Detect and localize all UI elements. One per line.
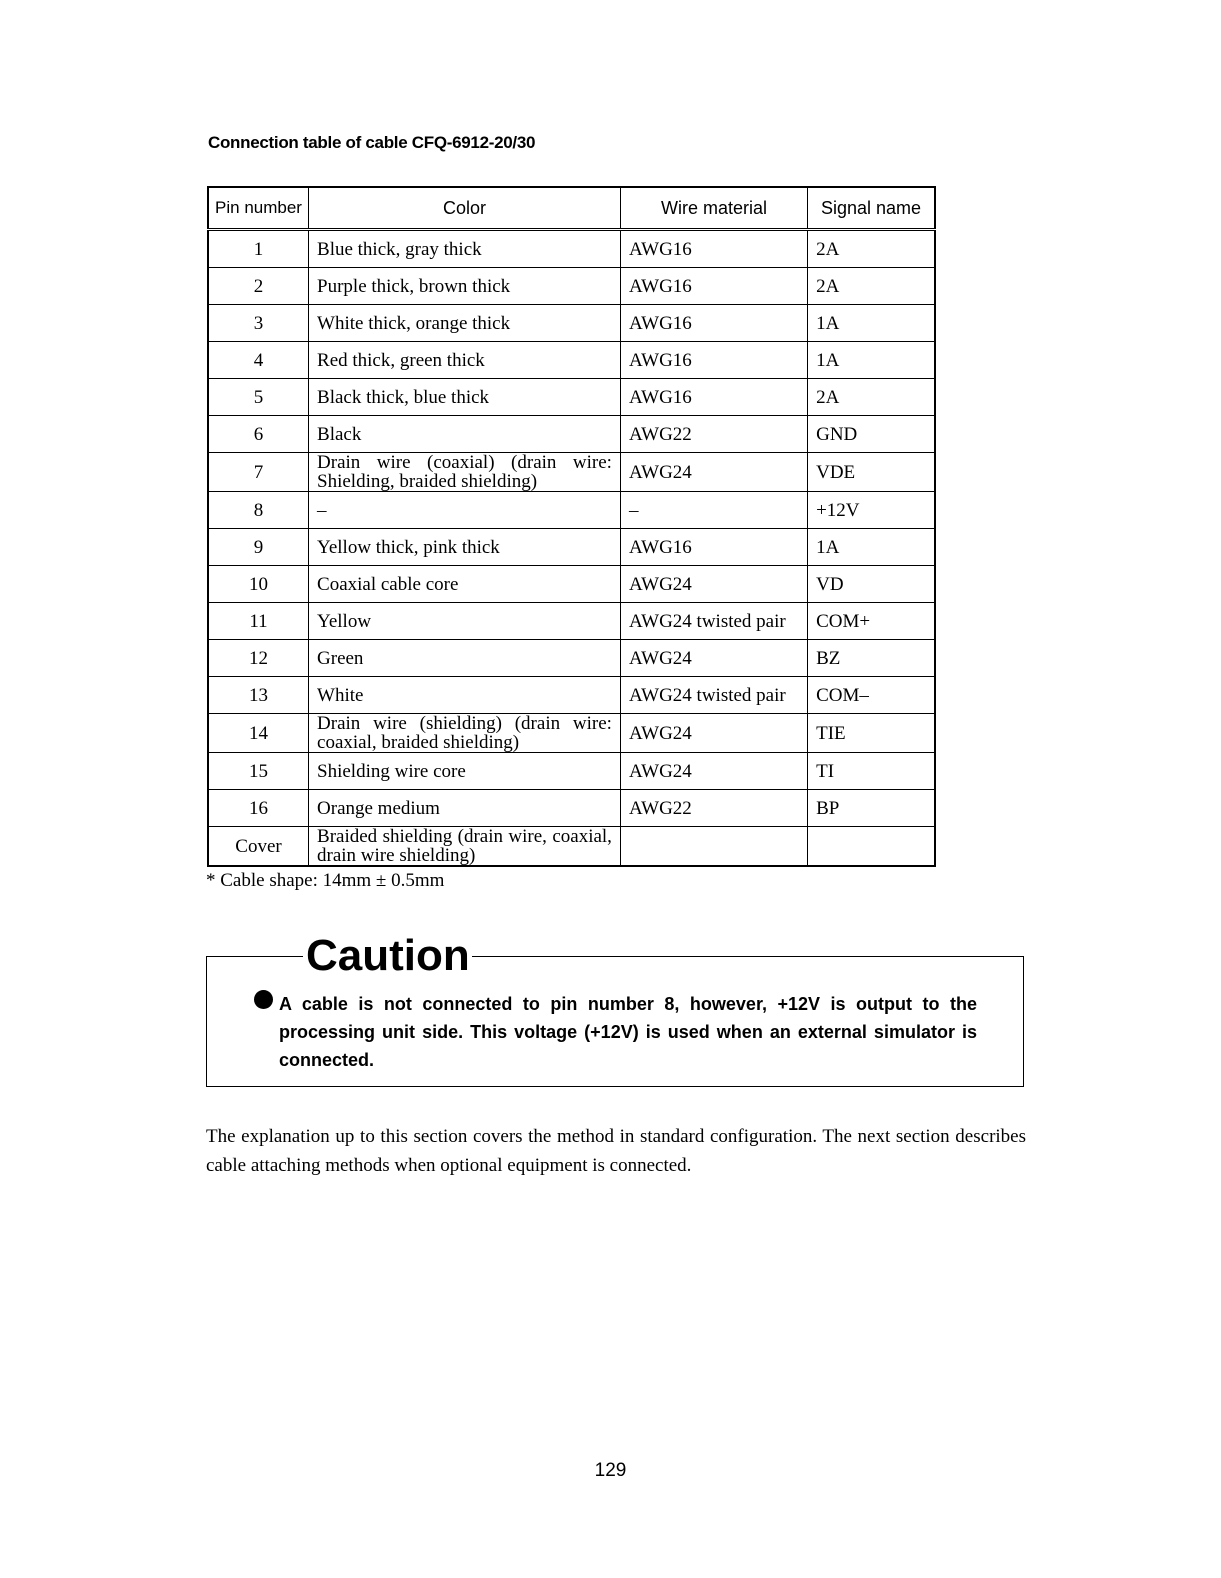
color-cell: Purple thick, brown thick: [309, 268, 621, 305]
header-wire-material: Wire material: [620, 187, 807, 230]
color-cell: –: [309, 492, 621, 529]
signal-name-cell: VD: [808, 566, 935, 603]
wire-material-cell: AWG24 twisted pair: [620, 603, 807, 640]
table-body: [208, 230, 935, 867]
table-row: [208, 379, 935, 416]
signal-name-cell: 2A: [808, 379, 935, 416]
wire-material-cell: AWG22: [620, 790, 807, 827]
signal-name-cell: TI: [808, 753, 935, 790]
table-row: [208, 753, 935, 790]
wire-material-cell: AWG24: [620, 640, 807, 677]
header-signal-name: Signal name: [808, 187, 935, 230]
signal-name-cell: 1A: [808, 342, 935, 379]
wire-material-cell: AWG24 twisted pair: [620, 677, 807, 714]
table-row: [208, 230, 935, 268]
signal-name-cell: 2A: [808, 268, 935, 305]
header-color: Color: [309, 187, 621, 230]
caution-title: Caution: [306, 931, 470, 980]
cable-shape-note: * Cable shape: 14mm ± 0.5mm: [206, 870, 445, 891]
color-cell: Drain wire (shielding) (drain wire: coaxial, braided shielding): [309, 714, 621, 753]
table-row: [208, 640, 935, 677]
color-cell: Shielding wire core: [309, 753, 621, 790]
wire-material-cell: [620, 827, 807, 867]
signal-name-cell: [808, 827, 935, 867]
wire-material-cell: AWG16: [620, 230, 807, 268]
color-cell: Yellow thick, pink thick: [309, 529, 621, 566]
connection-table: [207, 186, 936, 867]
color-cell: Blue thick, gray thick: [309, 230, 621, 268]
color-cell: Green: [309, 640, 621, 677]
table-title: Connection table of cable CFQ-6912-20/30: [208, 133, 536, 152]
section-paragraph: The explanation up to this section covers the method in standard configuration. The next section describes cable attaching methods when optional equipment is connected.: [206, 1126, 1026, 1176]
page-number: 129: [594, 1460, 627, 1481]
color-cell: White thick, orange thick: [309, 305, 621, 342]
wire-material-cell: AWG22: [620, 416, 807, 453]
color-cell: Red thick, green thick: [309, 342, 621, 379]
table-row: [208, 790, 935, 827]
color-cell: Braided shielding (drain wire, coaxial, drain wire shielding): [309, 827, 621, 867]
pin-cell: Cover: [208, 827, 309, 867]
table-row: [208, 677, 935, 714]
caution-border-left-segment: [207, 956, 303, 957]
table-row: [208, 268, 935, 305]
table-row: [208, 566, 935, 603]
caution-text: A cable is not connected to pin number 8, however, +12V is output to the processing unit side. This voltage (+12V) is used when an external simulator is connected.: [279, 994, 977, 1070]
wire-material-cell: –: [620, 492, 807, 529]
signal-name-cell: TIE: [808, 714, 935, 753]
signal-name-cell: BP: [808, 790, 935, 827]
table-row: [208, 453, 935, 492]
color-cell: Drain wire (coaxial) (drain wire: Shielding, braided shielding): [309, 453, 621, 492]
color-cell: Yellow: [309, 603, 621, 640]
wire-material-cell: AWG16: [620, 379, 807, 416]
pin-cell: 9: [208, 529, 309, 566]
wire-material-cell: AWG24: [620, 566, 807, 603]
signal-name-cell: +12V: [808, 492, 935, 529]
signal-name-cell: 1A: [808, 529, 935, 566]
bullet-icon: [254, 990, 273, 1009]
wire-material-cell: AWG24: [620, 453, 807, 492]
table-row: [208, 342, 935, 379]
signal-name-cell: COM–: [808, 677, 935, 714]
pin-cell: 4: [208, 342, 309, 379]
pin-cell: 7: [208, 453, 309, 492]
table-row: [208, 714, 935, 753]
pin-cell: 8: [208, 492, 309, 529]
pin-cell: 3: [208, 305, 309, 342]
wire-material-cell: AWG16: [620, 342, 807, 379]
color-cell: Coaxial cable core: [309, 566, 621, 603]
header-pin-number: Pin number: [208, 187, 309, 230]
wire-material-cell: AWG16: [620, 305, 807, 342]
color-cell: Orange medium: [309, 790, 621, 827]
table-row: [208, 416, 935, 453]
pin-cell: 11: [208, 603, 309, 640]
pin-cell: 5: [208, 379, 309, 416]
pin-cell: 10: [208, 566, 309, 603]
pin-cell: 13: [208, 677, 309, 714]
caution-border-right-segment: [472, 956, 1023, 957]
pin-cell: 6: [208, 416, 309, 453]
wire-material-cell: AWG24: [620, 714, 807, 753]
signal-name-cell: 2A: [808, 230, 935, 268]
pin-cell: 12: [208, 640, 309, 677]
color-cell: Black thick, blue thick: [309, 379, 621, 416]
wire-material-cell: AWG24: [620, 753, 807, 790]
signal-name-cell: GND: [808, 416, 935, 453]
pin-cell: 15: [208, 753, 309, 790]
pin-cell: 2: [208, 268, 309, 305]
pin-cell: 1: [208, 230, 309, 268]
table-row: [208, 492, 935, 529]
table-row: [208, 603, 935, 640]
signal-name-cell: 1A: [808, 305, 935, 342]
signal-name-cell: BZ: [808, 640, 935, 677]
wire-material-cell: AWG16: [620, 529, 807, 566]
signal-name-cell: COM+: [808, 603, 935, 640]
table-row: [208, 529, 935, 566]
color-cell: Black: [309, 416, 621, 453]
table-header-row: [208, 187, 935, 230]
pin-cell: 16: [208, 790, 309, 827]
table-row: [208, 305, 935, 342]
pin-cell: 14: [208, 714, 309, 753]
wire-material-cell: AWG16: [620, 268, 807, 305]
color-cell: White: [309, 677, 621, 714]
table-row: [208, 827, 935, 867]
signal-name-cell: VDE: [808, 453, 935, 492]
